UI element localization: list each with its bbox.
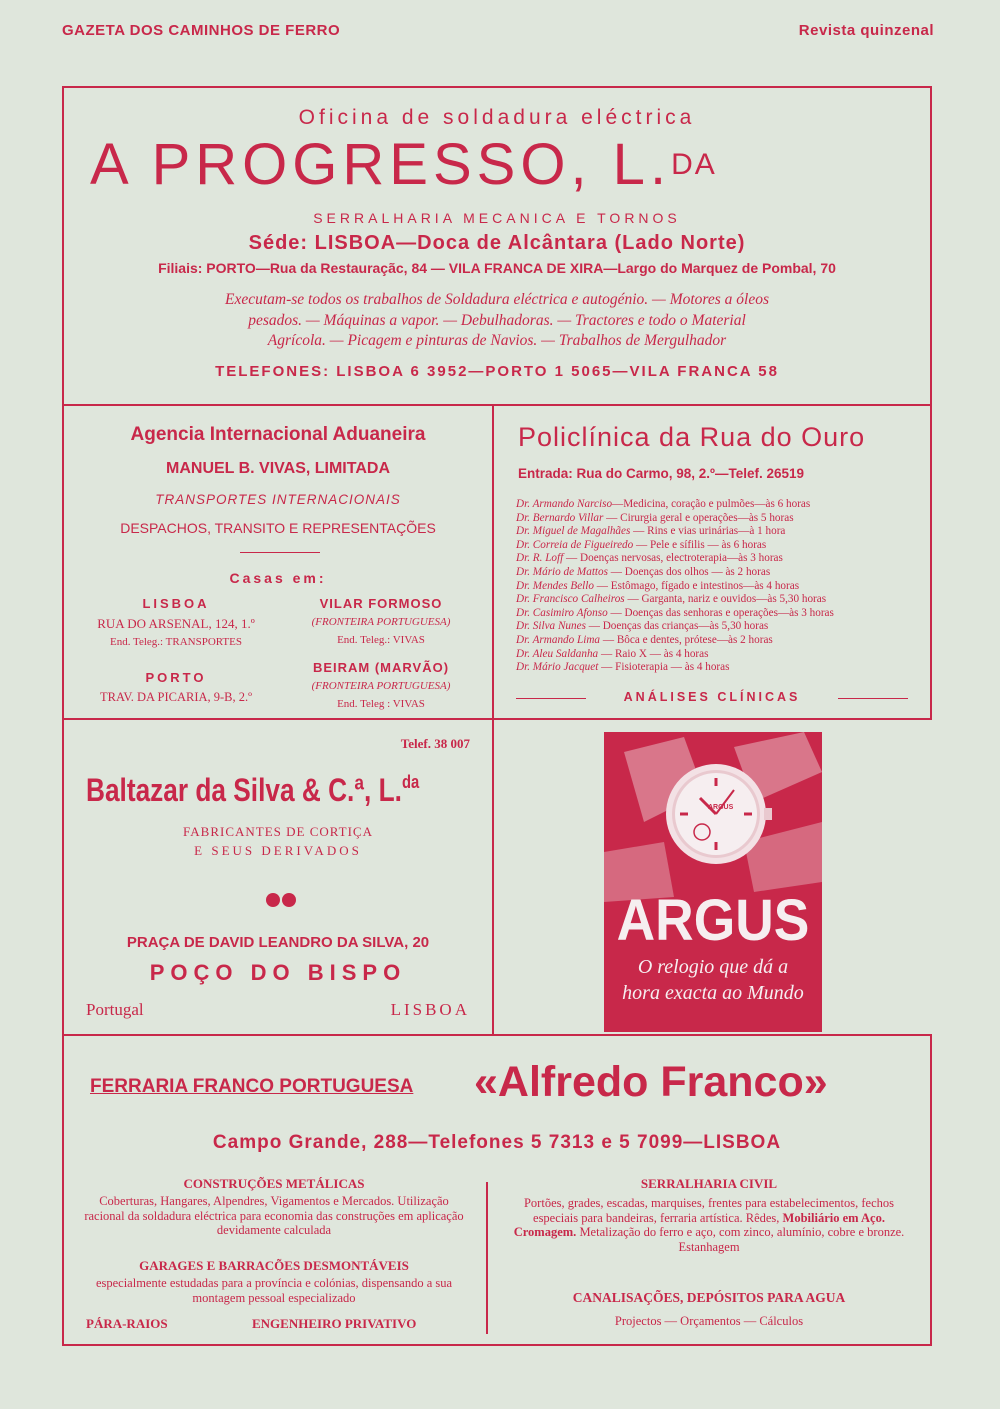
doctor-name: Dr. Silva Nunes	[516, 620, 586, 633]
progresso-desc-3: Agrícola. — Picagem e pinturas de Navios. — Trabalhos de Mergulhador	[267, 332, 727, 349]
ferraria-engenheiro: ENGENHEIRO PRIVATIVO	[252, 1316, 417, 1331]
watch-dial-brand: ARGUS	[708, 804, 734, 811]
progresso-sede: Séde: LISBOA—Doca de Alcântara (Lado Norte)	[248, 232, 746, 254]
ferraria-pararaios: PÁRA-RAIOS	[86, 1316, 168, 1331]
ferraria-right-title: «Alfredo Franco»	[474, 1058, 828, 1106]
progresso-phones: TELEFONES: LISBOA 6 3952—PORTO 1 5065—VILA FRANCA 58	[215, 363, 779, 380]
doctor-row	[516, 566, 916, 578]
progresso-name	[90, 132, 930, 198]
baltazar-telef: Telef. 38 007	[400, 736, 470, 751]
watch-illustration	[604, 732, 822, 902]
baltazar-name-text: Baltazar da Silva & C.ª, L.	[86, 772, 402, 808]
agencia-vilar: VILAR FORMOSO	[319, 596, 443, 611]
doctor-row	[516, 634, 916, 646]
ferraria-canal: CANALISAÇÕES, DEPÓSITOS PARA AGUA	[572, 1290, 846, 1305]
doctor-specialty: — Cirurgia geral e operações—às 5 horas	[603, 511, 794, 524]
doctor-specialty: — Doenças nervosas, electroterapia—às 3 horas	[563, 552, 783, 565]
doctor-name: Dr. Casimiro Afonso	[516, 606, 608, 619]
doctor-name: Dr. R. Loff	[516, 552, 564, 565]
agencia-divider	[240, 552, 320, 553]
doctor-name: Dr. Aleu Saldanha	[516, 647, 599, 660]
agencia-beiram: BEIRAM (MARVÃO)	[312, 660, 450, 675]
policlinica-analises: ANÁLISES CLÍNICAS	[623, 690, 801, 704]
doctor-specialty: —Medicina, coração e pulmões—às 6 horas	[612, 498, 811, 510]
progresso-serralharia: SERRALHARIA MECANICA E TORNOS	[313, 210, 681, 226]
doctor-name: Dr. Correia de Figueiredo	[516, 538, 634, 551]
doctor-row	[516, 525, 916, 537]
doctor-name: Dr. Miguel de Magalhães	[516, 525, 631, 538]
baltazar-ad	[62, 718, 494, 1036]
argus-brand: ARGUS	[616, 888, 810, 953]
ferraria-projectos: Projectos — Orçamentos — Cálculos	[614, 1314, 804, 1328]
ferraria-col1-text: Coberturas, Hangares, Alpendres, Vigamentos e Mercados. Utilização racional da soldadura eléctrica para economia das construções em aplicação devidamente calculada	[84, 1194, 464, 1237]
doctor-row	[516, 648, 916, 660]
baltazar-ornament	[264, 890, 298, 915]
doctor-row	[516, 498, 916, 510]
doctor-specialty: — Raio X — às 4 horas	[598, 647, 709, 660]
doctor-specialty: — Doenças das crianças—às 5,30 horas	[585, 620, 769, 633]
doctor-name: Dr. Mendes Bello	[516, 579, 594, 592]
progresso-name-text: A PROGRESSO, L.	[90, 132, 672, 197]
doctor-row	[516, 593, 916, 605]
doctor-specialty: — Pele e sífilis — às 6 horas	[633, 538, 767, 551]
doctor-name: Dr. Francisco Calheiros	[516, 593, 625, 606]
agencia-lisboa-teleg: End. Teleg.: TRANSPORTES	[109, 636, 242, 648]
analises-rule-right	[838, 698, 908, 699]
doctor-name: Dr. Mário de Mattos	[516, 566, 608, 578]
doctor-specialty: — Rins e vias urinárias—à 1 hora	[630, 525, 786, 538]
doctor-specialty: — Doenças das senhoras e operações—às 3 horas	[607, 606, 834, 619]
doctor-specialty: — Fisioterapia — às 4 horas	[598, 661, 730, 674]
argus-slogan-2: hora exacta ao Mundo	[622, 982, 804, 1004]
argus-ad	[604, 732, 822, 1032]
ferraria-col2-text	[504, 1196, 914, 1254]
ferraria-left-title: FERRARIA FRANCO PORTUGUESA	[90, 1076, 414, 1097]
doctor-row	[516, 512, 916, 524]
policlinica-entrada: Entrada: Rua do Carmo, 98, 2.º—Telef. 26519	[518, 466, 805, 481]
agencia-vilar-sub: (FRONTEIRA PORTUGUESA)	[311, 616, 451, 628]
agencia-services: DESPACHOS, TRANSITO E REPRESENTAÇÕES	[120, 520, 436, 536]
agencia-company: MANUEL B. VIVAS, LIMITADA	[166, 460, 390, 477]
doctor-row	[516, 661, 916, 673]
policlinica-ad	[492, 404, 932, 720]
baltazar-city: LISBOA	[390, 1000, 470, 1019]
ferraria-col2-text1: Portões, grades, escadas, marquises, frentes para estabelecimentos, fechos especiais para bandeiras, ferraria artística. Rêdes,	[523, 1196, 894, 1225]
doctor-row	[516, 607, 916, 619]
baltazar-poco: POÇO DO BISPO	[149, 960, 407, 985]
doctor-name: Dr. Armando Narciso	[516, 498, 613, 510]
doctor-row	[516, 580, 916, 592]
baltazar-line1: FABRICANTES DE CORTIÇA	[183, 824, 373, 839]
ferraria-col1-text2: especialmente estudadas para a província e colónias, dispensando a sua montagem pessoal especializado	[95, 1276, 453, 1305]
ferraria-ad	[62, 1034, 932, 1346]
doctor-specialty: — Garganta, nariz e ouvidos—às 5,30 horas	[624, 593, 827, 606]
doctor-specialty: — Estômago, fígado e intestinos—às 4 horas	[593, 579, 800, 592]
policlinica-title: Policlínica da Rua do Ouro	[518, 422, 866, 452]
ferraria-col2-bold: Mobiliário em Aço. Cromagem.	[513, 1210, 885, 1239]
magazine-title: GAZETA DOS CAMINHOS DE FERRO	[62, 22, 341, 39]
progresso-desc-2: pesados. — Máquinas a vapor. — Debulhadoras. — Tractores e todo o Material	[248, 312, 746, 329]
doctor-name: Dr. Armando Lima	[516, 634, 601, 646]
ferraria-col2-text2: Metalização do ferro e aço, com zinco, alumínio, cobre e bronze. Estanhagem	[579, 1225, 905, 1254]
argus-cell	[492, 718, 932, 1036]
agencia-title: Agencia Internacional Aduaneira	[130, 424, 426, 445]
progresso-filiais: Filiais: PORTO—Rua da Restauraçãc, 84 — VILA FRANCA DE XIRA—Largo do Marquez de Pombal, 70	[158, 260, 836, 276]
agencia-beiram-sub: (FRONTEIRA PORTUGUESA)	[311, 680, 451, 692]
agencia-vilar-teleg: End. Teleg.: VIVAS	[337, 634, 425, 646]
ferraria-col2-title: SERRALHARIA CIVIL	[640, 1176, 778, 1191]
agencia-lisboa: LISBOA	[142, 596, 210, 611]
baltazar-address: PRAÇA DE DAVID LEANDRO DA SILVA, 20	[126, 934, 430, 951]
doctor-row	[516, 539, 916, 551]
doctor-specialty: — Bôca e dentes, prótese—às 2 horas	[600, 634, 773, 646]
doctor-name: Dr. Bernardo Villar	[516, 511, 604, 524]
ferraria-col1-title2: GARAGES E BARRACÕES DESMONTÁVEIS	[139, 1258, 409, 1273]
ferraria-col1-title: CONSTRUÇÕES METÁLICAS	[183, 1176, 365, 1191]
doctor-row	[516, 552, 916, 564]
ferraria-column-divider	[486, 1182, 488, 1334]
progresso-name-sup: DA	[671, 148, 717, 181]
ferraria-address: Campo Grande, 288—Telefones 5 7313 e 5 7099—LISBOA	[212, 1132, 782, 1153]
magazine-subtitle: Revista quinzenal	[798, 22, 934, 39]
agencia-lisboa-addr: RUA DO ARSENAL, 124, 1.º	[97, 616, 255, 631]
argus-slogan-1: O relogio que dá a	[637, 956, 789, 978]
progresso-desc-1: Executam-se todos os trabalhos de Soldadura eléctrica e autogénio. — Motores a óleos	[225, 291, 769, 308]
agencia-beiram-teleg: End. Teleg : VIVAS	[337, 698, 425, 710]
agencia-casas: Casas em:	[229, 570, 327, 586]
doctor-name: Dr. Mário Jacquet	[516, 661, 599, 674]
baltazar-name-sup: da	[401, 772, 420, 792]
agencia-ad	[62, 404, 494, 720]
baltazar-country: Portugal	[86, 1000, 144, 1019]
doctor-specialty: — Doenças dos olhos — às 2 horas	[607, 566, 771, 578]
agencia-porto-addr: TRAV. DA PICARIA, 9-B, 2.º	[99, 690, 253, 704]
baltazar-name	[86, 772, 419, 809]
progresso-tagline: Oficina de soldadura eléctrica	[298, 106, 696, 129]
doctor-row	[516, 620, 916, 632]
agencia-porto: PORTO	[145, 670, 207, 685]
baltazar-line2: E SEUS DERIVADOS	[194, 843, 362, 858]
progresso-ad	[62, 86, 932, 406]
agencia-transport: TRANSPORTES INTERNACIONAIS	[155, 492, 401, 507]
